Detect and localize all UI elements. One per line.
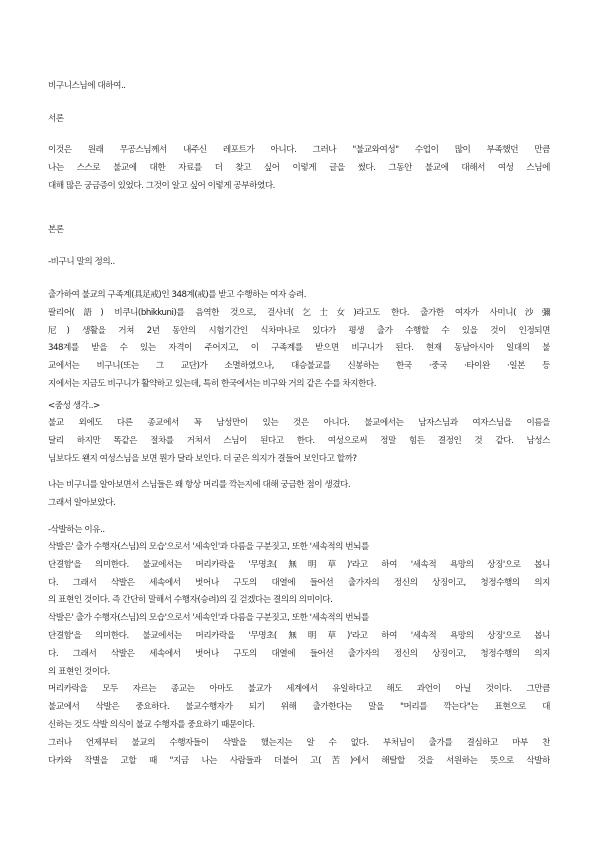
definition-paragraph <box>48 287 550 394</box>
paragraph-line: 의 표현인 것이다. 즉 간단히 말해서 수행자(승려)의 길 걷겠다는 결의의 의미이다. <box>48 595 333 606</box>
paragraph-line: 의 표현인 것이다. <box>48 666 110 677</box>
intro-heading-block <box>48 111 550 129</box>
paragraph-line: 달리 하지만 똑같은 절차를 거쳐서 스님이 된다고 한다. 여성으로써 정말 힘든 결정인 것 같다. 남성스 <box>48 435 550 446</box>
paragraph-line: 삭발은' 출가 수행자(스님)의 모습'으로서 '세속인'과 다름을 구분짓고, 또한 '세속적의 번뇌를 <box>48 613 369 624</box>
paragraph-line: 그러나 언제부터 불교의 수행자들이 삭발을 했는지는 알 수 없다. 부처님이 출가를 결심하고 마부 찬 <box>48 737 550 748</box>
paragraph-line: 신하는 것도 삭발 의식이 불교 수행자를 중요하기 때문이다. <box>48 719 255 730</box>
paragraph-line: 나는 비구니를 알아보면서 스님들은 왜 항상 머리를 깍는지에 대해 궁금한 점이 생겼다. <box>48 480 351 490</box>
body-heading-block <box>48 222 550 240</box>
paragraph-line: 지에서는 지금도 비구니가 활약하고 있는데, 특히 한국에서는 비구와 거의 같은 수를 차지한다. <box>48 378 377 389</box>
paragraph-line: 다. 그래서 삭발은 세속에서 벗어나 구도의 대열에 들어선 출가자의 정신의 상징이고, 청정수행의 의지 <box>48 577 550 588</box>
thoughts-paragraph <box>48 415 550 468</box>
paragraph-line: 그래서 알아보았다. <box>48 497 116 508</box>
paragraph-line: 님보다도 왠지 여성스님을 보면 뭔가 달라 보인다. 더 굳은 의지가 결들어 보인다고 할까? <box>48 453 357 464</box>
paragraph-line: 尼) 생활을 거쳐 2년 동안의 시험기간인 식차마나로 있다가 평생 출가 수행할 수 있을 것이 인정되면 <box>48 325 550 336</box>
paragraph-line: 팔리어(語) 비쿠니(bhikkuni)를 음역한 것으로, 걸사녀(乞士女)라고도 한다. 출가한 여자가 사미니(沙彌 <box>48 307 550 318</box>
definition-heading: -비구니 말의 정의.. <box>48 257 115 267</box>
paragraph-line: 출가하여 불교의 구족계(具足戒)인 348계(戒)를 받고 수행하는 여자 승려. <box>48 290 307 300</box>
paragraph-line: 불교에서 삭발은 중요하다. 불교수행자가 되기 위해 출가한다는 말을 "머리를 깍는다"는 표현으로 대 <box>48 702 550 713</box>
paragraph-line: 교에서는 비구니(또는 그 교단)가 소멸하였으나, 대승불교를 신봉하는 한국 ·중국 ·타이완 ·일본 등 <box>48 361 550 372</box>
document-title-block <box>48 78 550 96</box>
reasons-paragraph <box>48 539 550 770</box>
paragraph-line: 불교 외에도 다른 종교에서 꼭 남성만이 있는 것은 아니다. 불교에서는 남자스님과 여자스님을 이름을 <box>48 418 550 428</box>
paragraph-line: 단결함'을 의미한다. 불교에서는 머리카락을 '무명초(無明草)'라고 하여 '세속적 욕망의 상징'으로 봅니 <box>48 559 550 570</box>
paragraph-line: 단결함'을 의미한다. 불교에서는 머리카락을 '무명초(無明草)'라고 하여 '세속적 욕망의 상징'으로 봅니 <box>48 630 550 641</box>
paragraph-line: 이것은 원래 무공스님께서 내주신 레포트가 아니다. 그러나 "불교와여성" 수업이 많이 부족했던 만큼 <box>48 145 550 155</box>
paragraph-line: 348계를 받을 수 있는 자격이 주어지고, 이 구족계를 받으면 비구니가 된다. 현재 동남아시아 일대의 불 <box>48 343 550 354</box>
thoughts-heading: <줌성 생각..> <box>48 401 100 411</box>
thoughts-heading-block <box>48 398 550 416</box>
thoughts-after <box>48 477 550 513</box>
body-heading: 본론 <box>48 225 64 235</box>
paragraph-line: 삭발은' 출가 수행자(스님)의 모습'으로서 '세속인'과 다름을 구분짓고, 또한 '세속적의 번뇌를 <box>48 542 369 552</box>
paragraph-line: 나는 스스로 불교에 대한 자료를 더 찾고 싶어 이렇게 글을 썼다. 그동안 불교에 대해서 여성 스님에 <box>48 162 550 173</box>
paragraph-line: 대해 많은 궁금증이 있었다. 그것이 알고 싶어 이렇게 공부하였다. <box>48 180 275 191</box>
intro-paragraph <box>48 142 550 195</box>
definition-heading-block <box>48 254 550 272</box>
paragraph-line: 다카와 작별을 고할 때 "지금 나는 사람들과 더불어 고(苦)에서 해탈할 것을 서원하는 뜻으로 삭발하 <box>48 755 550 766</box>
intro-heading: 서론 <box>48 114 64 124</box>
paragraph-line: 머리카락을 모두 자르는 종교는 아마도 불교가 세계에서 유일하다고 해도 과언이 아닐 것이다. 그만큼 <box>48 684 550 695</box>
document-title: 비구니스님에 대하여.. <box>48 81 126 91</box>
reasons-heading-block <box>48 522 550 540</box>
reasons-heading: -삭발하는 이유.. <box>48 525 105 535</box>
paragraph-line: 다. 그래서 삭발은 세속에서 벗어나 구도의 대열에 들어선 출가자의 정신의 상징이고, 청정수행의 의지 <box>48 648 550 659</box>
